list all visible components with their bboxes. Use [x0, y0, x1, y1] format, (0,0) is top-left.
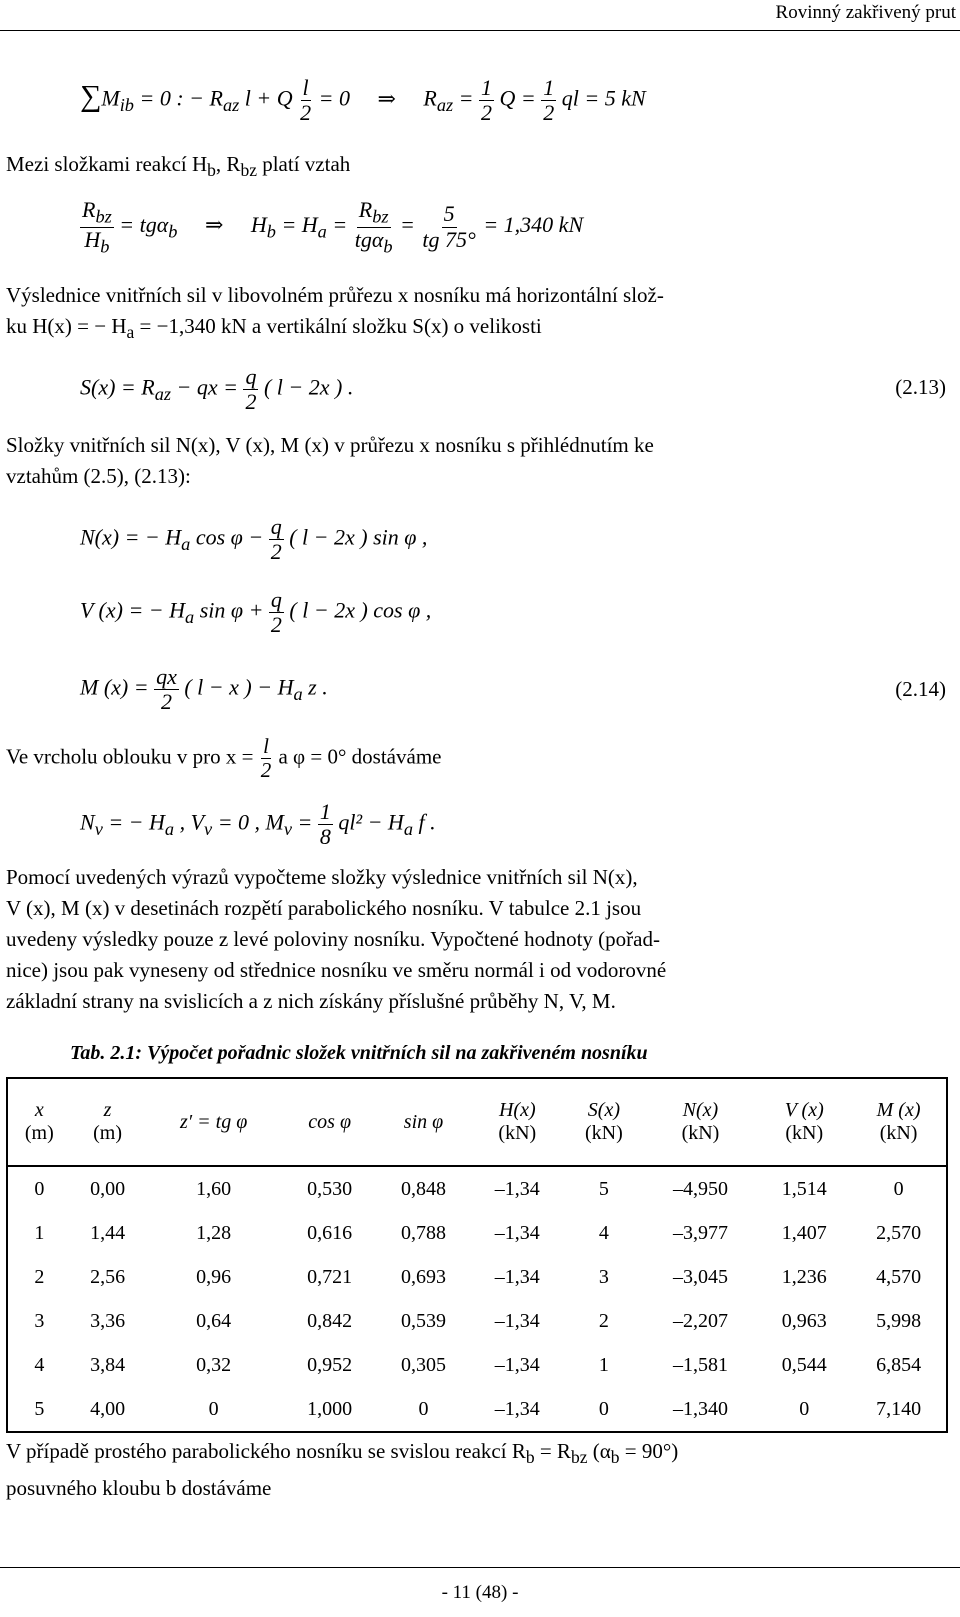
table-cell: 3	[598, 1265, 609, 1288]
col-cos: cos φ	[283, 1078, 377, 1166]
equation-number-2-14: (2.14)	[895, 677, 946, 701]
table-caption: Tab. 2.1: Výpočet pořadnic složek vnitřních sil na zakřiveném nosníku	[70, 1042, 648, 1064]
table-cell: 0,616	[307, 1221, 353, 1244]
table-cell: 0,842	[307, 1309, 353, 1332]
fraction-half-2: $\frac{1}{2}$	[543, 75, 555, 126]
equation-number-2-13: (2.13)	[895, 375, 946, 399]
table-cell: 7,140	[876, 1397, 922, 1420]
table-cell: 5	[34, 1397, 45, 1420]
table-cell: 0	[893, 1177, 904, 1200]
table-cell: 0	[799, 1397, 810, 1420]
table-cell: –1,34	[494, 1221, 540, 1244]
fraction-half-1: $\frac{1}{2}$	[481, 75, 493, 126]
running-title: Rovinný zakřivený prut	[775, 2, 956, 23]
col-z: z (m)	[71, 1078, 145, 1166]
results-table	[6, 1077, 948, 1433]
table-cell: 1	[34, 1221, 45, 1244]
table-cell: 2,570	[876, 1221, 922, 1244]
col-M: M (x) (kN)	[851, 1078, 947, 1166]
fraction-rbz-tg: $\frac{R_{bz}}{tg\alpha_b}$	[354, 197, 393, 256]
fraction-l-2: $\frac{l}{2}$	[260, 734, 272, 783]
col-S: S(x) (kN)	[564, 1078, 643, 1166]
table-cell: 6,854	[876, 1353, 922, 1376]
table-cell: 1,407	[781, 1221, 827, 1244]
implies-arrow: ⇒	[377, 85, 396, 111]
equation-M: M (x) = $\frac{qx}{2}$ ( l − x ) − $H_a$ z .	[80, 664, 328, 715]
equation-V: V (x) = − $H_a$ sin φ + $\frac{q}{2}$ ( l − 2x ) cos φ ,	[80, 587, 432, 638]
table-cell: 1,236	[781, 1265, 827, 1288]
table-cell: 2,56	[90, 1265, 126, 1288]
equation-S: $S(x) = R_{az}$ − qx = $\frac{q}{2}$ ( l − 2x ) .	[80, 364, 354, 415]
footer-rule	[0, 1567, 960, 1568]
table-cell: 5	[598, 1177, 609, 1200]
table-cell: 0,848	[400, 1177, 446, 1200]
table-row	[7, 1211, 947, 1255]
table-cell: 0,963	[781, 1309, 827, 1332]
paragraph-table-intro: Pomocí uvedených výrazů vypočteme složky výslednice vnitřních sil N(x), V (x), M (x) v desetinách rozpětí parabolického nosníku. V tabulce 2.1 jsou uvedeny výsledky pouze z levé poloviny nosníku. Vypočtené hodnoty (pořad- nice) jsou pak vyneseny od střednice nosníku ve směru normál i od vodorovné základní strany na svislicích a z nich získány příslušné průběhy N, V, M.	[6, 865, 667, 1013]
table-cell: 0,539	[400, 1309, 446, 1332]
fraction-rbz-hb: $\frac{R_{bz}}{H_b}$	[82, 197, 112, 256]
text-vertex: Ve vrcholu oblouku v pro x = $\frac{l}{2}$ a φ = 0° dostáváme	[6, 734, 442, 783]
table-cell: –3,977	[672, 1221, 728, 1244]
table-cell: 0,96	[196, 1265, 232, 1288]
table-cell: 2	[598, 1309, 609, 1332]
table-cell: –1,34	[494, 1353, 540, 1376]
fraction-5-tg75: $\frac{5}{tg 75^\circ}$	[422, 201, 476, 252]
col-H: H(x) (kN)	[470, 1078, 564, 1166]
col-zprime: z′ = tg φ	[144, 1078, 282, 1166]
table-cell: 0	[418, 1397, 429, 1420]
fraction-q-2: $\frac{q}{2}$	[270, 587, 282, 638]
table-cell: 1,44	[90, 1221, 126, 1244]
implies-arrow: ⇒	[204, 212, 224, 238]
table-row	[7, 1343, 947, 1387]
col-V: V (x) (kN)	[757, 1078, 851, 1166]
table-cell: 4,00	[90, 1397, 126, 1420]
table-cell: 1,28	[196, 1221, 232, 1244]
fraction-1-8: $\frac{1}{8}$	[319, 799, 331, 850]
table-cell: –1,34	[494, 1397, 540, 1420]
table-row	[7, 1299, 947, 1343]
table-cell: 4	[34, 1353, 45, 1376]
equation-horizontal-reaction: $\frac{R_{bz}}{H_b}$ = tgα$_b$ ⇒ $H_b = H_a$ = $\frac{R_{bz}}{tg\alpha_b}$ = $\frac{5}{tg 75^\circ}$ = 1,340 kN	[82, 197, 584, 256]
table-cell: –1,340	[672, 1397, 728, 1420]
table-cell: –1,581	[672, 1353, 728, 1376]
page-number: - 11 (48) -	[441, 1582, 519, 1603]
fraction-q-2: $\frac{q}{2}$	[245, 364, 257, 415]
table-cell: 0	[34, 1177, 45, 1200]
equation-vertex-values: $N_v$ = − $H_a$ , $V_v = 0$ , $M_v$ = $\frac{1}{8}$ $ql^2 - H_a$ f .	[80, 799, 436, 850]
table-cell: 0,544	[781, 1353, 827, 1376]
table-cell: 4,570	[876, 1265, 922, 1288]
table-cell: 0,305	[400, 1353, 446, 1376]
paragraph-simple-beam: V případě prostého parabolického nosníku se svislou reakcí $R_b = R_{bz}$ $(\alpha_b = 90^\circ)$ posuvného kloubu b dostáváme	[6, 1439, 679, 1501]
table-cell: 0,32	[196, 1353, 232, 1376]
table-cell: 2	[34, 1265, 45, 1288]
table-cell: 0,721	[307, 1265, 353, 1288]
table-cell: –1,34	[494, 1265, 540, 1288]
table-cell: 0	[598, 1397, 609, 1420]
table-header-row	[7, 1078, 947, 1166]
col-sin: sin φ	[377, 1078, 471, 1166]
paragraph-components: Složky vnitřních sil N(x), V (x), M (x) v průřezu x nosníku s přihlédnutím ke vztahům (2.5), (2.13):	[6, 433, 654, 488]
table-cell: 1,60	[196, 1177, 232, 1200]
table-cell: 0,788	[400, 1221, 446, 1244]
table-cell: 0,00	[90, 1177, 126, 1200]
table-cell: 3,36	[90, 1309, 126, 1332]
table-cell: 1,000	[307, 1397, 353, 1420]
table-cell: 1,514	[781, 1177, 827, 1200]
fraction-l-over-2: $\frac{l}{2}$	[300, 75, 312, 126]
paragraph-resultant: Výslednice vnitřních sil v libovolném průřezu x nosníku má horizontální slož- ku H(x) = − $H_a = -1,340$ kN a vertikální složku S(x) o velikosti	[6, 283, 664, 343]
table-cell: 3	[34, 1309, 45, 1332]
table-cell: 0,530	[307, 1177, 353, 1200]
table-cell: 4	[598, 1221, 609, 1244]
page-header	[0, 0, 960, 30]
table-cell: –3,045	[672, 1265, 728, 1288]
table-cell: –1,34	[494, 1177, 540, 1200]
table-cell: 1	[598, 1353, 609, 1376]
table-row	[7, 1387, 947, 1432]
table-cell: 0,952	[307, 1353, 353, 1376]
fraction-q-2: $\frac{q}{2}$	[270, 514, 282, 565]
table-cell: 0,64	[196, 1309, 232, 1332]
equation-moment-balance: $\sum M_{ib} = 0$ : − $R_{az}$ l + Q $\frac{l}{2}$ = 0 ⇒ $R_{az}$ = $\frac{1}{2}$ Q = $\frac{1}{2}$ ql = 5 kN	[80, 75, 646, 126]
table-row	[7, 1255, 947, 1299]
table-cell: 0,693	[400, 1265, 446, 1288]
table-cell: 3,84	[90, 1353, 126, 1376]
header-rule	[0, 30, 960, 31]
fraction-qx-2: $\frac{qx}{2}$	[156, 664, 177, 715]
table-cell: 0	[208, 1397, 219, 1420]
equation-N: N(x) = − $H_a$ cos φ − $\frac{q}{2}$ ( l − 2x ) sin φ ,	[80, 514, 428, 565]
text-reactions: Mezi složkami reakcí $H_b$, $R_{bz}$ platí vztah	[6, 152, 351, 181]
col-x: x (m)	[7, 1078, 71, 1166]
table-row	[7, 1166, 947, 1211]
table-cell: –1,34	[494, 1309, 540, 1332]
table-cell: –4,950	[672, 1177, 728, 1200]
table-cell: 5,998	[876, 1309, 922, 1332]
table-cell: –2,207	[672, 1309, 728, 1332]
col-N: N(x) (kN)	[644, 1078, 758, 1166]
